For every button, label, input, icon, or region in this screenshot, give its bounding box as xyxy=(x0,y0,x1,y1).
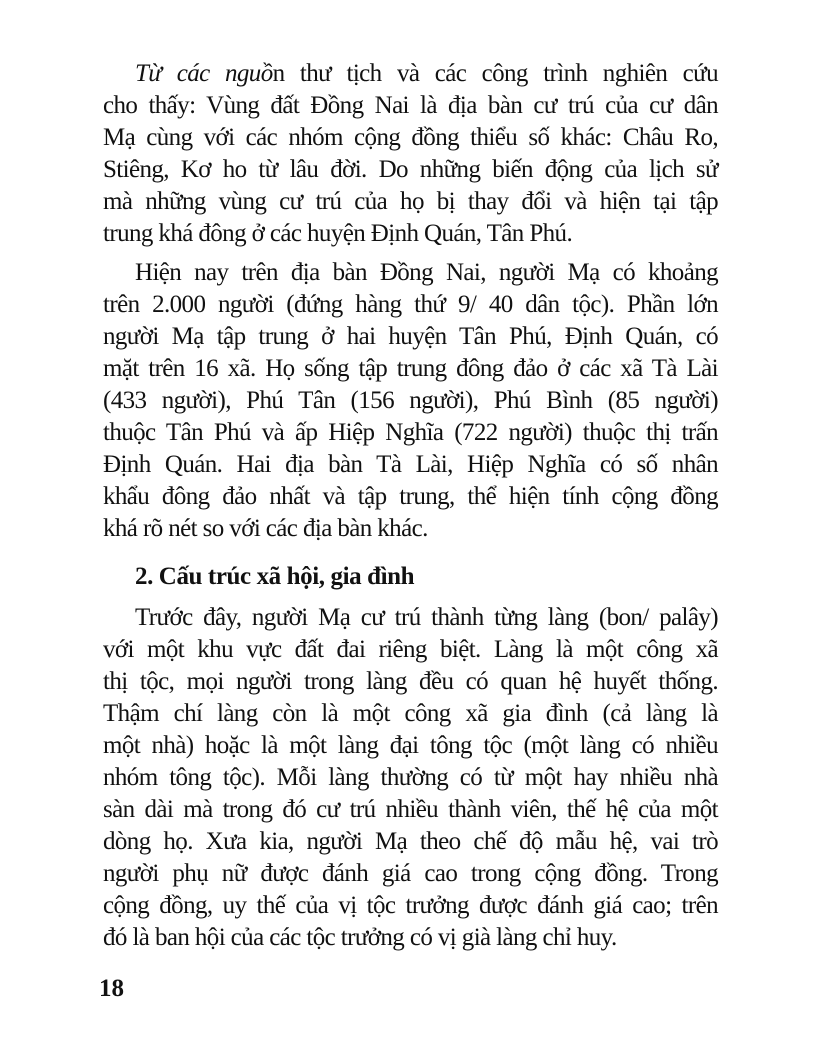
section-paragraph-line-2: với một khu vực đất đai riêng biệt. Làng là một công xã xyxy=(103,636,718,663)
paragraph-2-line-5: (433 người), Phú Tân (156 người), Phú Bình (85 người) xyxy=(103,387,718,414)
paragraph-2-line-6: thuộc Tân Phú và ấp Hiệp Nghĩa (722 người) thuộc thị trấn xyxy=(103,419,718,446)
section-paragraph-line-11: đó là ban hội của các tộc trưởng có vị già làng chỉ huy. xyxy=(103,924,617,951)
paragraph-1-line-4: Stiêng, Kơ ho từ lâu đời. Do những biến động của lịch sử xyxy=(103,156,718,183)
paragraph-2-line-9: khá rõ nét so với các địa bàn khác. xyxy=(103,515,428,542)
paragraph-2-line-3: người Mạ tập trung ở hai huyện Tân Phú, Định Quán, có xyxy=(103,323,718,350)
section-paragraph-line-10: cộng đồng, uy thế của vị tộc trưởng được đánh giá cao; trên xyxy=(103,892,718,919)
paragraph-2-line-4: mặt trên 16 xã. Họ sống tập trung đông đảo ở các xã Tà Lài xyxy=(103,355,718,382)
paragraph-1-line-5: mà những vùng cư trú của họ bị thay đổi và hiện tại tập xyxy=(103,188,718,215)
section-paragraph-line-9: người phụ nữ được đánh giá cao trong cộng đồng. Trong xyxy=(103,860,718,887)
section-paragraph-line-6: nhóm tông tộc). Mỗi làng thường có từ một hay nhiều nhà xyxy=(103,764,718,791)
paragraph-2-line-1: Hiện nay trên địa bàn Đồng Nai, người Mạ có khoảng xyxy=(135,259,718,286)
text-span: n thư tịch và các công trình nghiên cứu xyxy=(272,60,718,87)
paragraph-1-line-1 xyxy=(135,58,718,90)
section-heading: 2. Cấu trúc xã hội, gia đình xyxy=(135,563,415,590)
section-paragraph-line-8: dòng họ. Xưa kia, người Mạ theo chế độ mẫu hệ, vai trò xyxy=(103,828,718,855)
section-paragraph-line-7: sàn dài mà trong đó cư trú nhiều thành viên, thế hệ của một xyxy=(103,796,718,823)
section-paragraph-line-3: thị tộc, mọi người trong làng đều có quan hệ huyết thống. xyxy=(103,668,718,695)
paragraph-2-line-2: trên 2.000 người (đứng hàng thứ 9/ 40 dân tộc). Phần lớn xyxy=(103,291,718,318)
section-paragraph-line-4: Thậm chí làng còn là một công xã gia đình (cả làng là xyxy=(103,700,718,727)
paragraph-1-line-3: Mạ cùng với các nhóm cộng đồng thiểu số khác: Châu Ro, xyxy=(103,124,718,151)
paragraph-1-line-6: trung khá đông ở các huyện Định Quán, Tân Phú. xyxy=(103,220,573,247)
italic-lead: Từ các nguồ xyxy=(135,60,273,87)
page-number: 18 xyxy=(99,975,124,1002)
paragraph-2-line-7: Định Quán. Hai địa bàn Tà Lài, Hiệp Nghĩa có số nhân xyxy=(103,451,718,478)
section-paragraph-line-5: một nhà) hoặc là một làng đại tông tộc (một làng có nhiều xyxy=(103,732,718,759)
paragraph-1-line-2: cho thấy: Vùng đất Đồng Nai là địa bàn cư trú của cư dân xyxy=(103,92,718,119)
section-paragraph-line-1: Trước đây, người Mạ cư trú thành từng làng (bon/ palây) xyxy=(135,604,718,631)
paragraph-2-line-8: khẩu đông đảo nhất và tập trung, thể hiện tính cộng đồng xyxy=(103,483,718,510)
